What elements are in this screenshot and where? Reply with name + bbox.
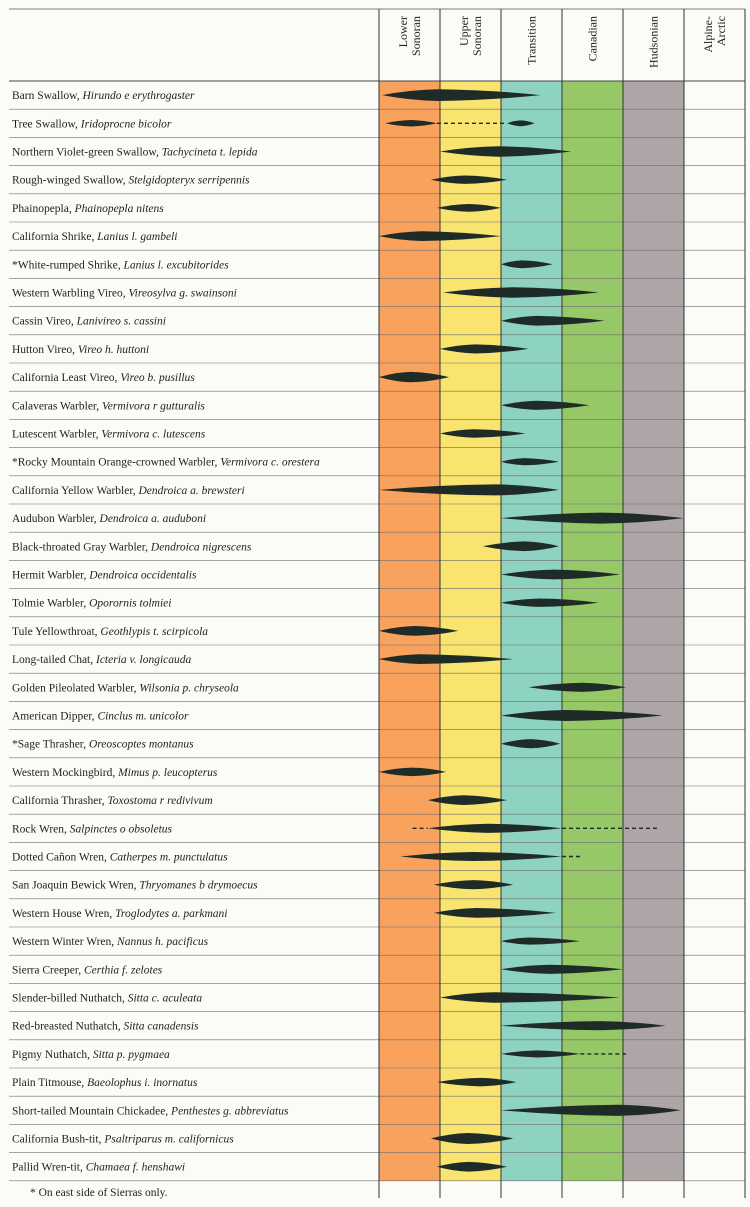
species-label	[12, 1162, 185, 1174]
species-common-name: Calaveras Warbler,	[12, 400, 103, 413]
zone-band-5	[684, 81, 745, 1181]
species-label	[12, 485, 245, 497]
species-label	[12, 1021, 199, 1033]
species-scientific-name: Vermivora c. orestera	[220, 456, 320, 469]
species-common-name: Phainopepla,	[12, 202, 75, 215]
species-scientific-name: Toxostoma r redivivum	[107, 795, 213, 808]
species-common-name: Pallid Wren-tit,	[12, 1161, 86, 1174]
species-label	[12, 344, 149, 356]
species-common-name: Sierra Creeper,	[12, 964, 85, 977]
species-common-name: Lutescent Warbler,	[12, 428, 102, 441]
species-label	[12, 288, 237, 300]
zone-header-label: Alpine-	[701, 16, 715, 53]
species-scientific-name: Vireo h. huttoni	[77, 343, 150, 356]
species-scientific-name: Cinclus m. unicolor	[97, 710, 189, 723]
species-label	[12, 795, 213, 807]
species-scientific-name: Catherpes m. punctulatus	[109, 851, 228, 864]
species-label	[12, 711, 189, 723]
species-scientific-name: Oreoscoptes montanus	[88, 738, 194, 751]
species-scientific-name: Lanius l. gambeli	[97, 231, 178, 244]
zone-band-2	[501, 81, 562, 1181]
species-scientific-name: Dendroica a. auduboni	[99, 513, 207, 526]
species-common-name: Rock Wren,	[12, 823, 70, 836]
species-scientific-name: Troglodytes a. parkmani	[115, 907, 228, 920]
species-common-name: *Rocky Mountain Orange-crowned Warbler,	[12, 456, 221, 469]
species-common-name: Plain Titmouse,	[12, 1077, 88, 1090]
zone-header-label: Transition	[524, 16, 539, 65]
species-common-name: Western Winter Wren,	[12, 936, 118, 949]
species-common-name: Black-throated Gray Warbler,	[12, 541, 151, 554]
species-scientific-name: Thryomanes b drymoecus	[139, 879, 258, 892]
species-scientific-name: Dendroica occidentalis	[89, 569, 197, 582]
species-common-name: California Bush-tit,	[12, 1133, 105, 1146]
species-common-name: California Thrasher,	[12, 795, 108, 808]
species-common-name: Western House Wren,	[12, 907, 116, 920]
species-label	[12, 682, 239, 694]
species-scientific-name: Salpinctes o obsoletus	[69, 823, 172, 836]
species-scientific-name: Stelgidopteryx serripennis	[128, 174, 250, 187]
species-label	[12, 936, 209, 948]
species-scientific-name: Penthestes g. abbreviatus	[171, 1105, 289, 1118]
species-label	[12, 880, 258, 892]
species-label	[12, 400, 205, 412]
species-common-name: Long-tailed Chat,	[12, 654, 96, 667]
species-common-name: Tree Swallow,	[12, 118, 81, 131]
species-common-name: Hermit Warbler,	[12, 569, 90, 582]
species-scientific-name: Psaltriparus m. californicus	[104, 1133, 234, 1146]
species-common-name: Golden Pileolated Warbler,	[12, 682, 140, 695]
species-scientific-name: Sitta c. aculeata	[127, 992, 203, 1005]
species-scientific-name: Baeolophus i. inornatus	[87, 1077, 198, 1090]
species-common-name: Tolmie Warbler,	[12, 597, 90, 610]
species-common-name: San Joaquin Bewick Wren,	[12, 879, 140, 892]
species-label	[12, 203, 164, 215]
species-label	[12, 1049, 170, 1061]
species-label	[12, 570, 197, 582]
species-label	[12, 541, 252, 553]
zone-header-label: Lower	[396, 16, 410, 48]
species-common-name: *Sage Thrasher,	[12, 738, 89, 751]
species-scientific-name: Lanius l. excubitorides	[123, 259, 229, 272]
species-common-name: Western Mockingbird,	[12, 766, 119, 779]
species-scientific-name: Nannus h. pacificus	[117, 936, 209, 949]
species-common-name: Slender-billed Nuthatch,	[12, 992, 128, 1005]
species-label	[12, 175, 250, 187]
species-scientific-name: Icteria v. longicauda	[96, 654, 192, 667]
species-common-name: Barn Swallow,	[12, 90, 83, 103]
species-labels	[12, 90, 320, 1174]
species-scientific-name: Vermivora r gutturalis	[102, 400, 205, 413]
zone-band-4	[623, 81, 684, 1181]
species-label	[12, 513, 206, 525]
zone-band-3	[562, 81, 623, 1181]
species-label	[12, 1105, 289, 1117]
species-common-name: California Yellow Warbler,	[12, 484, 139, 497]
species-scientific-name: Vermivora c. lutescens	[101, 428, 206, 441]
zone-header-label: Hudsonian	[646, 16, 661, 68]
species-label	[12, 1134, 234, 1146]
species-label	[12, 457, 320, 469]
species-label	[12, 626, 208, 638]
species-scientific-name: Chamaea f. henshawi	[85, 1161, 186, 1174]
species-scientific-name: Sitta canadensis	[123, 1020, 199, 1033]
species-label	[12, 1077, 198, 1089]
species-label	[12, 259, 229, 271]
species-label	[12, 147, 258, 159]
species-common-name: Tule Yellowthroat,	[12, 625, 101, 638]
species-common-name: Hutton Vireo,	[12, 343, 78, 356]
species-scientific-name: Phainopepla nitens	[74, 202, 164, 215]
species-label	[12, 598, 171, 610]
zone-header-label: Arctic	[714, 16, 728, 46]
species-common-name: California Shrike,	[12, 231, 98, 244]
species-scientific-name: Lanivireo s. cassini	[76, 315, 166, 328]
species-common-name: Dotted Cañon Wren,	[12, 851, 110, 864]
species-label	[12, 964, 163, 976]
species-scientific-name: Dendroica nigrescens	[150, 541, 252, 554]
species-scientific-name: Tachycineta t. lepida	[161, 146, 258, 159]
species-common-name: Rough-winged Swallow,	[12, 174, 129, 187]
species-label	[12, 372, 195, 384]
species-label	[12, 823, 173, 835]
species-common-name: American Dipper,	[12, 710, 98, 723]
footnote: * On east side of Sierras only.	[30, 1187, 168, 1199]
species-scientific-name: Certhia f. zelotes	[84, 964, 163, 977]
species-common-name: California Least Vireo,	[12, 372, 121, 385]
species-common-name: Cassin Vireo,	[12, 315, 77, 328]
species-common-name: Western Warbling Vireo,	[12, 287, 129, 300]
species-scientific-name: Sitta p. pygmaea	[92, 1048, 170, 1061]
species-common-name: *White-rumped Shrike,	[12, 259, 124, 272]
species-common-name: Pigmy Nuthatch,	[12, 1048, 93, 1061]
species-common-name: Northern Violet-green Swallow,	[12, 146, 162, 159]
zone-header-label: Sonoran	[470, 16, 484, 56]
species-scientific-name: Hirundo e erythrogaster	[82, 90, 195, 103]
species-scientific-name: Vireosylva g. swainsoni	[128, 287, 237, 300]
species-label	[12, 654, 192, 666]
species-label	[12, 90, 195, 102]
species-scientific-name: Oporornis tolmiei	[89, 597, 172, 610]
species-scientific-name: Geothlypis t. scirpicola	[100, 625, 209, 638]
zone-header-label: Canadian	[585, 16, 600, 62]
species-common-name: Audubon Warbler,	[12, 513, 100, 526]
species-label	[12, 429, 206, 441]
zone-header-label: Upper	[457, 16, 471, 46]
species-label	[12, 231, 177, 243]
species-label	[12, 767, 218, 779]
zone-header-label: Sonoran	[409, 16, 423, 56]
species-label	[12, 908, 228, 920]
species-scientific-name: Dendroica a. brewsteri	[138, 484, 245, 497]
species-label	[12, 852, 228, 864]
species-scientific-name: Vireo b. pusillus	[120, 372, 195, 385]
species-label	[12, 118, 172, 130]
species-label	[12, 739, 194, 751]
species-scientific-name: Wilsonia p. chryseola	[139, 682, 239, 695]
species-common-name: Short-tailed Mountain Chickadee,	[12, 1105, 172, 1118]
species-common-name: Red-breasted Nuthatch,	[12, 1020, 124, 1033]
species-label	[12, 316, 166, 328]
species-scientific-name: Mimus p. leucopterus	[118, 766, 218, 779]
species-scientific-name: Iridoprocne bicolor	[80, 118, 172, 131]
species-label	[12, 993, 202, 1005]
